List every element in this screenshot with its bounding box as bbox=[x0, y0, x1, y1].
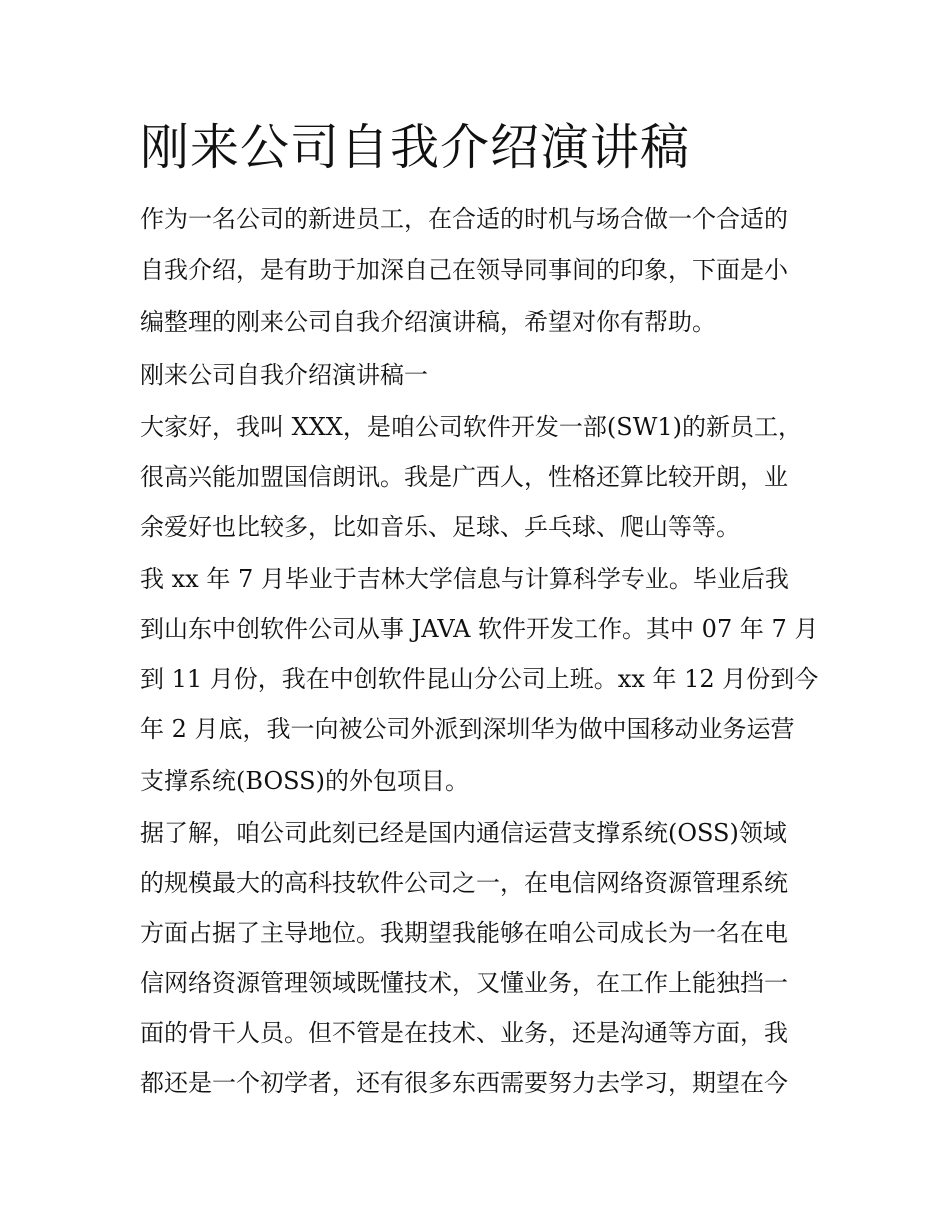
document-title: 刚来公司自我介绍演讲稿 bbox=[140, 119, 691, 176]
paragraph-line: 我 xx 年 7 月毕业于吉林大学信息与计算科学专业。毕业后我 bbox=[140, 565, 789, 593]
paragraph-line: 支撑系统(BOSS)的外包项目。 bbox=[140, 767, 469, 795]
paragraph-line: 很高兴能加盟国信朗讯。我是广西人，性格还算比较开朗，业 bbox=[140, 463, 788, 491]
paragraph-line: 年 2 月底，我一向被公司外派到深圳华为做中国移动业务运营 bbox=[140, 715, 795, 743]
paragraph-line: 大家好，我叫 XXX，是咱公司软件开发一部(SW1)的新员工， bbox=[140, 413, 802, 441]
paragraph-line: 作为一名公司的新进员工，在合适的时机与场合做一个合适的 bbox=[140, 205, 788, 233]
section-heading: 刚来公司自我介绍演讲稿一 bbox=[140, 361, 428, 389]
paragraph-line: 方面占据了主导地位。我期望我能够在咱公司成长为一名在电 bbox=[140, 919, 788, 947]
paragraph-line: 信网络资源管理领域既懂技术，又懂业务，在工作上能独挡一 bbox=[140, 969, 788, 997]
paragraph-line: 的规模最大的高科技软件公司之一，在电信网络资源管理系统 bbox=[140, 869, 788, 897]
paragraph-line: 到山东中创软件公司从事 JAVA 软件开发工作。其中 07 年 7 月 bbox=[140, 615, 819, 643]
paragraph-line: 面的骨干人员。但不管是在技术、业务，还是沟通等方面，我 bbox=[140, 1019, 788, 1047]
paragraph-line: 自我介绍，是有助于加深自己在领导同事间的印象，下面是小 bbox=[140, 256, 788, 284]
paragraph-line: 据了解，咱公司此刻已经是国内通信运营支撑系统(OSS)领域 bbox=[140, 819, 787, 847]
paragraph-line: 编整理的刚来公司自我介绍演讲稿，希望对你有帮助。 bbox=[140, 308, 716, 336]
paragraph-line: 都还是一个初学者，还有很多东西需要努力去学习，期望在今 bbox=[140, 1069, 788, 1097]
paragraph-line: 到 11 月份，我在中创软件昆山分公司上班。xx 年 12 月份到今 bbox=[140, 665, 819, 693]
paragraph-line: 余爱好也比较多，比如音乐、足球、乒乓球、爬山等等。 bbox=[140, 513, 740, 541]
